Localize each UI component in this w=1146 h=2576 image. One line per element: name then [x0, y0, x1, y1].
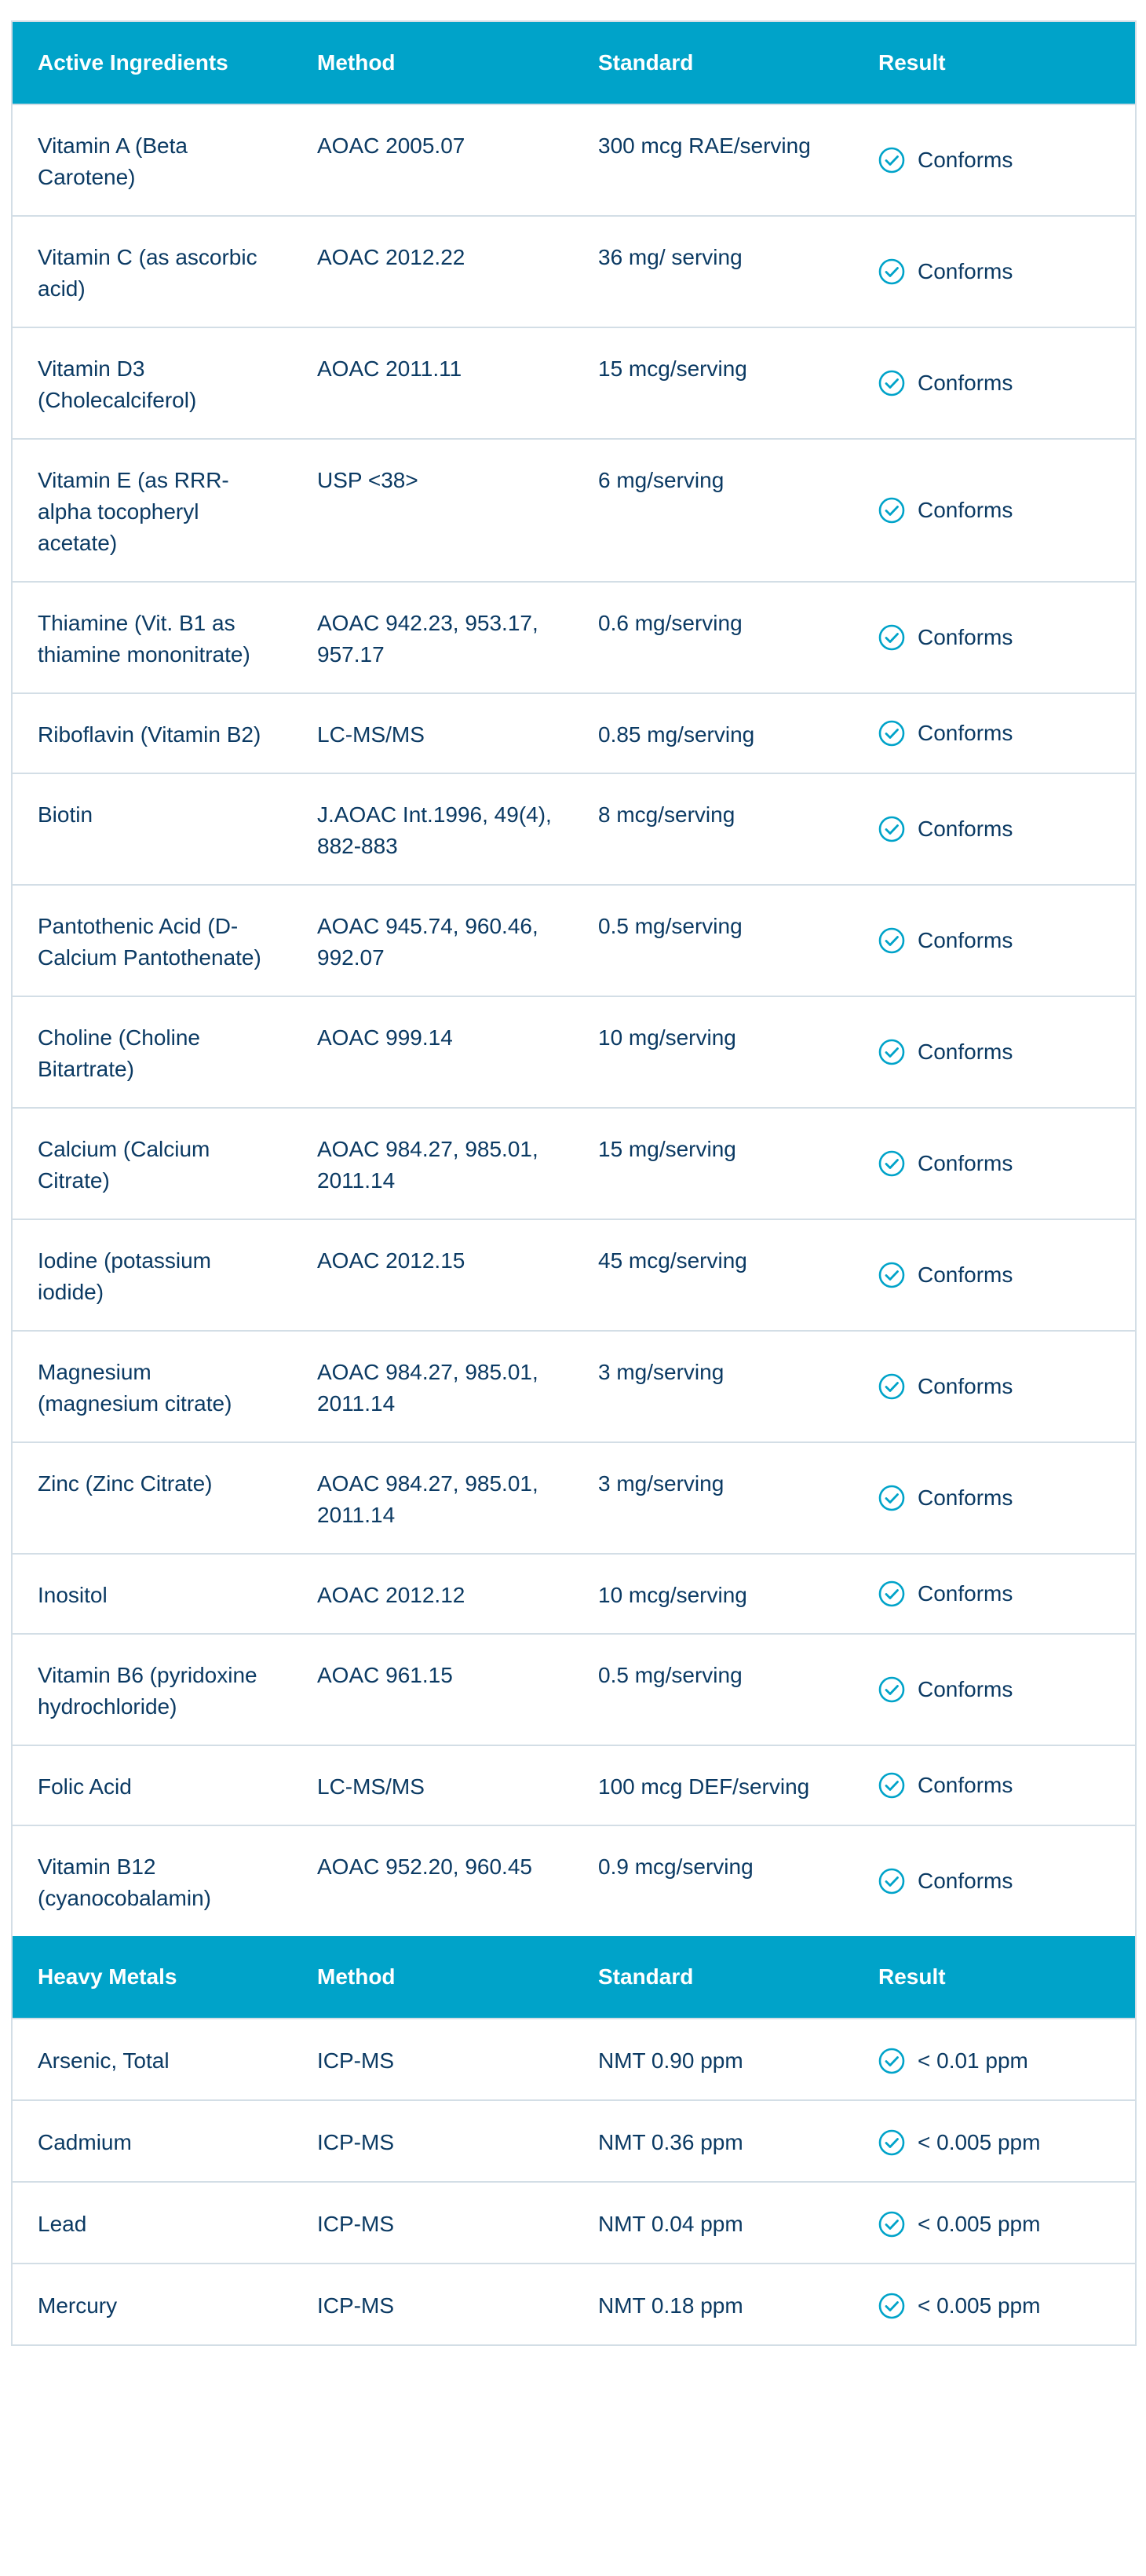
result-text: Conforms	[918, 1262, 1013, 1287]
method-cell: LC-MS/MS	[292, 1745, 573, 1825]
ingredient-cell: Magnesium (magnesium citrate)	[12, 1331, 292, 1442]
check-circle-icon	[878, 1039, 905, 1065]
method-cell: AOAC 2012.12	[292, 1554, 573, 1634]
result-cell	[853, 996, 1136, 1108]
heavy-metals-section	[12, 1936, 1136, 2019]
result-cell	[853, 1331, 1136, 1442]
heavy-metals-body	[12, 2019, 1136, 2345]
method-cell: AOAC 2012.22	[292, 216, 573, 327]
method-cell: AOAC 984.27, 985.01, 2011.14	[292, 1108, 573, 1219]
standard-cell: NMT 0.36 ppm	[573, 2100, 853, 2182]
result-text: < 0.005 ppm	[918, 2130, 1041, 2154]
header-method: Method	[292, 21, 573, 104]
result-text: Conforms	[918, 817, 1013, 841]
standard-cell: 10 mg/serving	[573, 996, 853, 1108]
heavy-metals-header-row	[12, 1936, 1136, 2019]
result-cell	[853, 2100, 1136, 2182]
check-circle-icon	[878, 147, 905, 174]
table-row	[12, 2182, 1136, 2264]
standard-cell: 15 mg/serving	[573, 1108, 853, 1219]
standard-cell: 3 mg/serving	[573, 1331, 853, 1442]
standard-cell: 3 mg/serving	[573, 1442, 853, 1554]
ingredient-cell: Mercury	[12, 2264, 292, 2345]
method-cell: ICP-MS	[292, 2019, 573, 2100]
result-cell	[853, 1108, 1136, 1219]
check-circle-icon	[878, 497, 905, 524]
standard-cell: NMT 0.90 ppm	[573, 2019, 853, 2100]
result-cell	[853, 2182, 1136, 2264]
result-cell	[853, 1825, 1136, 1936]
table-row	[12, 1108, 1136, 1219]
table-row	[12, 693, 1136, 773]
result-text: Conforms	[918, 721, 1013, 745]
ingredient-cell: Zinc (Zinc Citrate)	[12, 1442, 292, 1554]
check-circle-icon	[878, 1373, 905, 1400]
standard-cell: 8 mcg/serving	[573, 773, 853, 885]
ingredient-cell: Vitamin E (as RRR-alpha tocopheryl acetate)	[12, 439, 292, 582]
method-cell: ICP-MS	[292, 2264, 573, 2345]
table-row	[12, 216, 1136, 327]
certificate-of-analysis-table	[11, 20, 1137, 2346]
result-text: Conforms	[918, 1151, 1013, 1175]
ingredient-cell: Calcium (Calcium Citrate)	[12, 1108, 292, 1219]
check-circle-icon	[878, 1262, 905, 1288]
ingredient-cell: Folic Acid	[12, 1745, 292, 1825]
method-cell: AOAC 984.27, 985.01, 2011.14	[292, 1331, 573, 1442]
result-cell	[853, 773, 1136, 885]
standard-cell: 0.6 mg/serving	[573, 582, 853, 693]
table-row	[12, 1442, 1136, 1554]
header-result: Result	[853, 1936, 1136, 2019]
ingredient-cell: Vitamin A (Beta Carotene)	[12, 104, 292, 216]
standard-cell: 0.5 mg/serving	[573, 885, 853, 996]
result-text: Conforms	[918, 625, 1013, 649]
ingredient-cell: Cadmium	[12, 2100, 292, 2182]
table-row	[12, 1331, 1136, 1442]
standard-cell: NMT 0.18 ppm	[573, 2264, 853, 2345]
result-cell	[853, 216, 1136, 327]
result-cell	[853, 1634, 1136, 1745]
result-cell	[853, 885, 1136, 996]
ingredient-cell: Vitamin B6 (pyridoxine hydrochloride)	[12, 1634, 292, 1745]
result-cell	[853, 1554, 1136, 1634]
method-cell: AOAC 2005.07	[292, 104, 573, 216]
result-text: Conforms	[918, 928, 1013, 952]
result-cell	[853, 2019, 1136, 2100]
result-cell	[853, 693, 1136, 773]
ingredient-cell: Choline (Choline Bitartrate)	[12, 996, 292, 1108]
ingredient-cell: Pantothenic Acid (D-Calcium Pantothenate)	[12, 885, 292, 996]
method-cell: AOAC 2011.11	[292, 327, 573, 439]
ingredient-cell: Iodine (potassium iodide)	[12, 1219, 292, 1331]
standard-cell: NMT 0.04 ppm	[573, 2182, 853, 2264]
ingredient-cell: Vitamin B12 (cyanocobalamin)	[12, 1825, 292, 1936]
check-circle-icon	[878, 1868, 905, 1895]
check-circle-icon	[878, 624, 905, 651]
check-circle-icon	[878, 1676, 905, 1703]
header-standard: Standard	[573, 21, 853, 104]
result-text: Conforms	[918, 1773, 1013, 1797]
standard-cell: 10 mcg/serving	[573, 1554, 853, 1634]
result-text: Conforms	[918, 498, 1013, 522]
result-text: Conforms	[918, 371, 1013, 395]
method-cell: AOAC 999.14	[292, 996, 573, 1108]
method-cell: AOAC 961.15	[292, 1634, 573, 1745]
header-active-ingredients: Active Ingredients	[12, 21, 292, 104]
check-circle-icon	[878, 1150, 905, 1177]
active-ingredients-body	[12, 104, 1136, 1936]
check-circle-icon	[878, 1485, 905, 1511]
result-text: Conforms	[918, 1040, 1013, 1064]
standard-cell: 45 mcg/serving	[573, 1219, 853, 1331]
table-row	[12, 2019, 1136, 2100]
ingredient-cell: Inositol	[12, 1554, 292, 1634]
result-text: Conforms	[918, 1869, 1013, 1893]
method-cell: AOAC 942.23, 953.17, 957.17	[292, 582, 573, 693]
result-cell	[853, 1745, 1136, 1825]
result-text: Conforms	[918, 1485, 1013, 1510]
ingredient-cell: Lead	[12, 2182, 292, 2264]
check-circle-icon	[878, 370, 905, 396]
table-row	[12, 885, 1136, 996]
results-table-container	[11, 20, 1135, 2346]
check-circle-icon	[878, 816, 905, 842]
table-row	[12, 1745, 1136, 1825]
result-text: < 0.01 ppm	[918, 2048, 1028, 2073]
check-circle-icon	[878, 720, 905, 747]
ingredient-cell: Arsenic, Total	[12, 2019, 292, 2100]
result-cell	[853, 2264, 1136, 2345]
result-cell	[853, 1219, 1136, 1331]
table-row	[12, 2100, 1136, 2182]
result-cell	[853, 1442, 1136, 1554]
table-row	[12, 1634, 1136, 1745]
result-text: < 0.005 ppm	[918, 2293, 1041, 2318]
header-result: Result	[853, 21, 1136, 104]
table-row	[12, 773, 1136, 885]
method-cell: J.AOAC Int.1996, 49(4), 882-883	[292, 773, 573, 885]
active-ingredients-header-row	[12, 21, 1136, 104]
result-cell	[853, 104, 1136, 216]
standard-cell: 36 mg/ serving	[573, 216, 853, 327]
result-text: Conforms	[918, 1374, 1013, 1398]
method-cell: AOAC 2012.15	[292, 1219, 573, 1331]
result-cell	[853, 439, 1136, 582]
standard-cell: 0.85 mg/serving	[573, 693, 853, 773]
result-text: Conforms	[918, 1677, 1013, 1701]
ingredient-cell: Thiamine (Vit. B1 as thiamine mononitrate)	[12, 582, 292, 693]
method-cell: AOAC 952.20, 960.45	[292, 1825, 573, 1936]
method-cell: ICP-MS	[292, 2182, 573, 2264]
result-text: < 0.005 ppm	[918, 2212, 1041, 2236]
method-cell: ICP-MS	[292, 2100, 573, 2182]
ingredient-cell: Riboflavin (Vitamin B2)	[12, 693, 292, 773]
table-row	[12, 1554, 1136, 1634]
check-circle-icon	[878, 2048, 905, 2074]
standard-cell: 300 mcg RAE/serving	[573, 104, 853, 216]
table-row	[12, 996, 1136, 1108]
method-cell: USP <38>	[292, 439, 573, 582]
table-row	[12, 582, 1136, 693]
check-circle-icon	[878, 2129, 905, 2156]
table-row	[12, 327, 1136, 439]
table-row	[12, 1219, 1136, 1331]
method-cell: LC-MS/MS	[292, 693, 573, 773]
result-cell	[853, 327, 1136, 439]
table-row	[12, 1825, 1136, 1936]
ingredient-cell: Vitamin D3 (Cholecalciferol)	[12, 327, 292, 439]
check-circle-icon	[878, 1580, 905, 1607]
method-cell: AOAC 945.74, 960.46, 992.07	[292, 885, 573, 996]
check-circle-icon	[878, 258, 905, 285]
method-cell: AOAC 984.27, 985.01, 2011.14	[292, 1442, 573, 1554]
standard-cell: 6 mg/serving	[573, 439, 853, 582]
ingredient-cell: Biotin	[12, 773, 292, 885]
header-heavy-metals: Heavy Metals	[12, 1936, 292, 2019]
check-circle-icon	[878, 2293, 905, 2319]
standard-cell: 0.5 mg/serving	[573, 1634, 853, 1745]
check-circle-icon	[878, 1772, 905, 1799]
standard-cell: 0.9 mcg/serving	[573, 1825, 853, 1936]
table-row	[12, 104, 1136, 216]
table-row	[12, 439, 1136, 582]
check-circle-icon	[878, 927, 905, 954]
ingredient-cell: Vitamin C (as ascorbic acid)	[12, 216, 292, 327]
result-cell	[853, 582, 1136, 693]
table-row	[12, 2264, 1136, 2345]
standard-cell: 100 mcg DEF/serving	[573, 1745, 853, 1825]
standard-cell: 15 mcg/serving	[573, 327, 853, 439]
header-standard: Standard	[573, 1936, 853, 2019]
result-text: Conforms	[918, 259, 1013, 283]
result-text: Conforms	[918, 148, 1013, 172]
result-text: Conforms	[918, 1581, 1013, 1606]
check-circle-icon	[878, 2211, 905, 2238]
header-method: Method	[292, 1936, 573, 2019]
